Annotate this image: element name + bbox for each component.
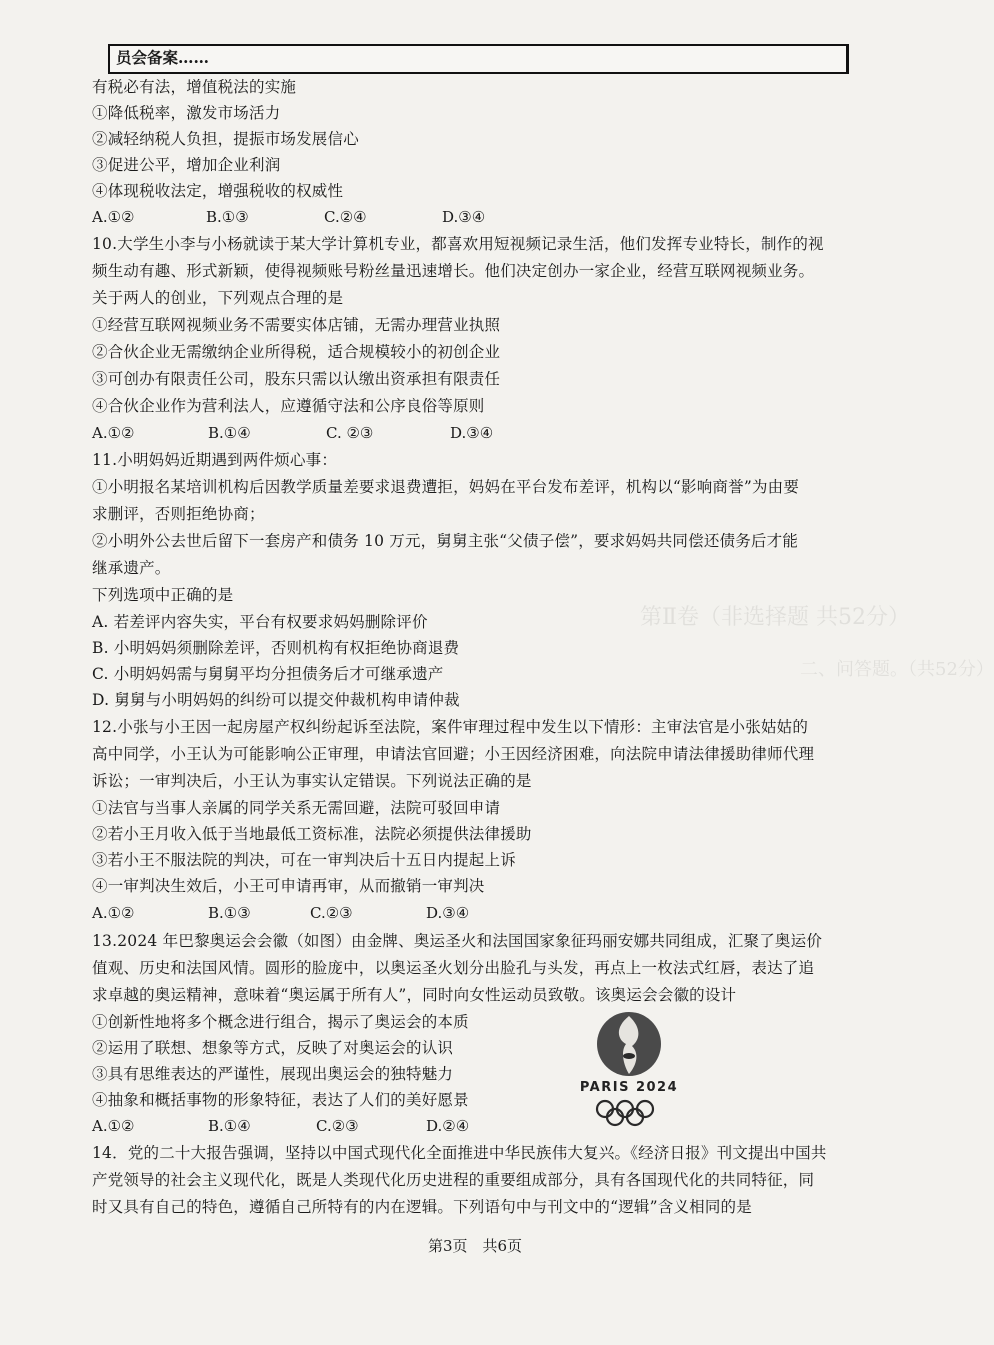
q13-item-3: ③具有思维表达的严谨性，展现出奥运会的独特魅力 [92,1065,454,1083]
q10-option-d: D.③④ [450,424,494,442]
paris-2024-emblem [574,1010,684,1130]
q12-line-3: 诉讼；一审判决后，小王认为事实认定错误。下列说法正确的是 [92,772,532,790]
q11-line-3: 求删评，否则拒绝协商； [92,505,265,523]
q10-option-a: A.①② [92,424,135,442]
q14-line-1: 14．党的二十大报告强调，坚持以中国式现代化全面推进中华民族伟大复兴。《经济日报》刊文提出中国共 [92,1144,827,1162]
q9-item-4: ④体现税收法定，增强税收的权威性 [92,182,344,200]
emblem-text: PARIS 2024 [579,1080,679,1095]
q13-option-a: A.①② [92,1117,135,1135]
q10-option-c: C. ②③ [326,424,374,442]
q11-option-d: D. 舅舅与小明妈妈的纠纷可以提交仲裁机构申请仲裁 [92,691,460,709]
q12-option-b: B.①③ [208,904,251,922]
q12-option-a: A.①② [92,904,135,922]
q12-option-d: D.③④ [426,904,470,922]
q9-item-2: ②减轻纳税人负担，提振市场发展信心 [92,130,359,148]
bleed-through-text: 第Ⅱ卷（非选择题 共52分） [640,605,910,630]
q10-item-3: ③可创办有限责任公司，股东只需以认缴出资承担有限责任 [92,370,501,388]
q11-line-6: 下列选项中正确的是 [92,586,234,604]
q9-option-a: A.①② [92,208,135,226]
q9-option-b: B.①③ [206,208,249,226]
q10-item-2: ②合伙企业无需缴纳企业所得税，适合规模较小的初创企业 [92,343,501,361]
q12-line-2: 高中同学，小王认为可能影响公正审理，申请法官回避；小王因经济困难，向法院申请法律援助律师代理 [92,745,815,763]
q9-option-c: C.②④ [324,208,367,226]
emblem-face-icon [574,1010,684,1080]
q11-line-4: ②小明外公去世后留下一套房产和债务 10 万元，舅舅主张“父债子偿”，要求妈妈共同偿还债务后才能 [92,532,799,550]
q13-option-b: B.①④ [208,1117,251,1135]
q11-option-b: B. 小明妈妈须删除差评，否则机构有权拒绝协商退费 [92,639,460,657]
q12-item-4: ④一审判决生效后，小王可申请再审，从而撤销一审判决 [92,877,485,895]
q10-item-1: ①经营互联网视频业务不需要实体店铺，无需办理营业执照 [92,316,501,334]
q13-line-1: 13.2024 年巴黎奥运会会徽（如图）由金牌、奥运圣火和法国国家象征玛丽安娜共同组成，汇聚了奥运价 [92,932,823,950]
q9-stem: 有税必有法，增值税法的实施 [92,78,297,96]
q13-line-2: 值观、历史和法国风情。圆形的脸庞中，以奥运圣火划分出脸孔与头发，再点上一枚法式红唇，表达了追 [92,959,815,977]
q13-option-d: D.②④ [426,1117,470,1135]
q11-option-c: C. 小明妈妈需与舅舅平均分担债务后才可继承遗产 [92,665,444,683]
q12-line-1: 12.小张与小王因一起房屋产权纠纷起诉至法院，案件审理过程中发生以下情形：主审法官是小张姑姑的 [92,718,809,736]
q9-option-d: D.③④ [442,208,486,226]
q13-line-3: 求卓越的奥运精神，意味着“奥运属于所有人”，同时向女性运动员致敬。该奥运会会徽的设计 [92,986,737,1004]
q13-item-2: ②运用了联想、想象等方式，反映了对奥运会的认识 [92,1039,454,1057]
q11-line-2: ①小明报名某培训机构后因教学质量差要求退费遭拒，妈妈在平台发布差评，机构以“影响商誉”为由要 [92,478,800,496]
q12-item-1: ①法官与当事人亲属的同学关系无需回避，法院可驳回申请 [92,799,501,817]
q12-option-c: C.②③ [310,904,353,922]
q10-line-1: 10.大学生小李与小杨就读于某大学计算机专业，都喜欢用短视频记录生活，他们发挥专业特长，制作的视 [92,235,824,253]
q14-line-3: 时又具有自己的特色，遵循自己所特有的内在逻辑。下列语句中与刊文中的“逻辑”含义相同的是 [92,1198,752,1216]
q11-line-1: 11.小明妈妈近期遇到两件烦心事： [92,451,338,469]
q9-item-3: ③促进公平，增加企业利润 [92,156,281,174]
olympic-rings-icon [574,1098,684,1128]
q12-item-3: ③若小王不服法院的判决，可在一审判决后十五日内提起上诉 [92,851,516,869]
header-box [108,44,849,74]
q10-line-2: 频生动有趣、形式新颖，使得视频账号粉丝量迅速增长。他们决定创办一家企业，经营互联网视频业务。 [92,262,815,280]
page-number: 第3页 共6页 [427,1237,523,1255]
q11-option-a: A. 若差评内容失实，平台有权要求妈妈删除评价 [92,613,428,631]
q11-line-5: 继承遗产。 [92,559,171,577]
q10-line-3: 关于两人的创业，下列观点合理的是 [92,289,344,307]
header-text: 员会备案…… [116,48,210,67]
q13-item-1: ①创新性地将多个概念进行组合，揭示了奥运会的本质 [92,1013,469,1031]
q10-item-4: ④合伙企业作为营利法人，应遵循守法和公序良俗等原则 [92,397,485,415]
q9-item-1: ①降低税率，激发市场活力 [92,104,281,122]
q13-item-4: ④抽象和概括事物的形象特征，表达了人们的美好愿景 [92,1091,469,1109]
bleed-through-text: 二、问答题。（共52分） [800,659,994,680]
q14-line-2: 产党领导的社会主义现代化，既是人类现代化历史进程的重要组成部分，具有各国现代化的共同特征，同 [92,1171,815,1189]
q12-item-2: ②若小王月收入低于当地最低工资标准，法院必须提供法律援助 [92,825,532,843]
q13-option-c: C.②③ [316,1117,359,1135]
q10-option-b: B.①④ [208,424,251,442]
